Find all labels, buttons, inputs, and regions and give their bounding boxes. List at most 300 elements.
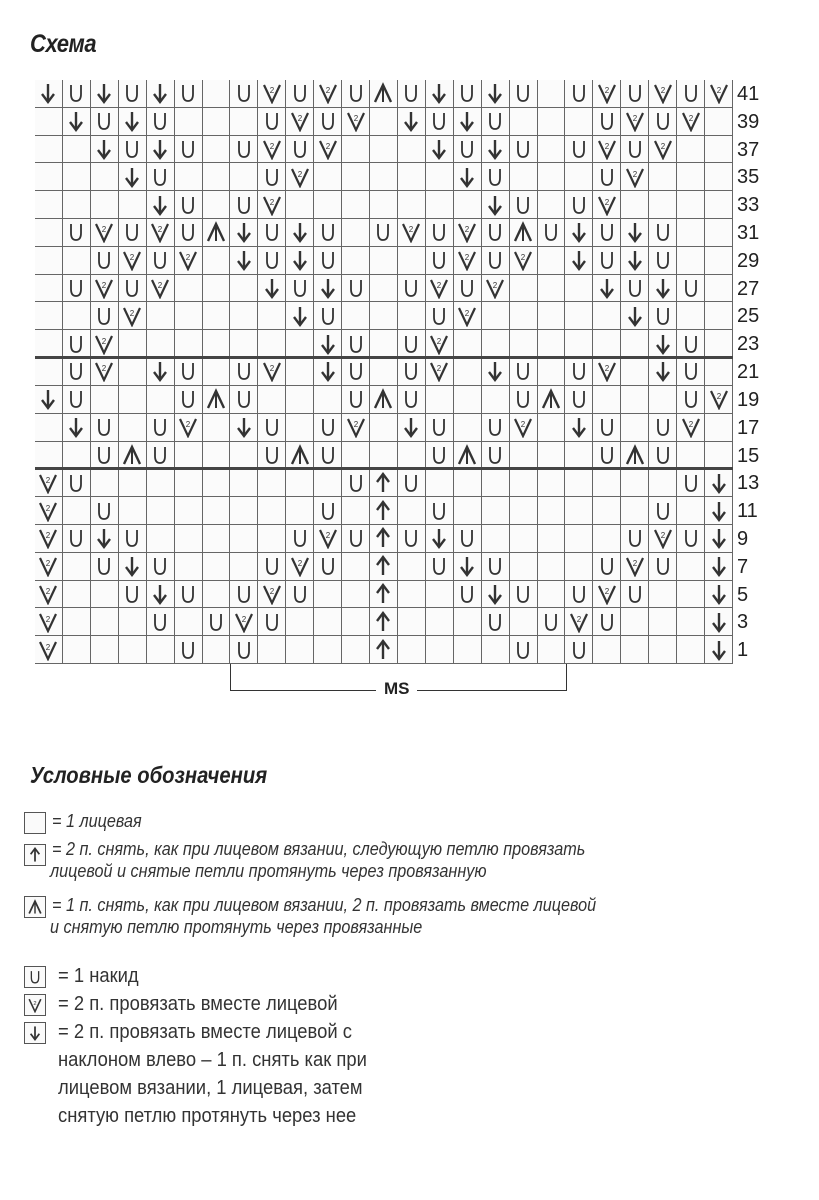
chart-cell-knit	[538, 247, 566, 275]
chart-cell-yarn-over	[565, 636, 593, 664]
chart-cell-yarn-over	[119, 525, 147, 553]
chart-cell-knit	[649, 469, 677, 497]
chart-cell-ssk-left-slant	[314, 358, 342, 386]
chart-cell-k2tog	[398, 219, 426, 247]
chart-cell-knit	[119, 636, 147, 664]
chart-cell-yarn-over	[593, 608, 621, 636]
row-number: 13	[737, 472, 760, 495]
chart-cell-knit	[705, 191, 733, 219]
chart-cell-knit	[398, 608, 426, 636]
chart-cell-yarn-over	[342, 80, 370, 108]
chart-cell-yarn-over	[314, 414, 342, 442]
chart-cell-knit	[119, 469, 147, 497]
svg-text:2: 2	[269, 142, 275, 151]
svg-text:2: 2	[297, 559, 302, 569]
chart-cell-knit	[342, 136, 370, 164]
chart-cell-knit	[510, 108, 538, 136]
chart-cell-knit	[565, 275, 593, 303]
chart-cell-knit	[426, 608, 454, 636]
chart-cell-knit	[314, 163, 342, 191]
chart-cell-knit	[370, 302, 398, 330]
chart-cell-knit	[230, 330, 258, 358]
chart-cell-knit	[426, 636, 454, 664]
chart-cell-knit	[705, 136, 733, 164]
chart-cell-yarn-over	[147, 608, 175, 636]
chart-cell-knit	[175, 442, 203, 470]
chart-cell-ssk-left-slant	[426, 136, 454, 164]
chart-cell-ssk-left-slant	[91, 136, 119, 164]
chart-cell-yarn-over	[593, 108, 621, 136]
row-number: 5	[737, 583, 749, 606]
chart-cell-yarn-over	[175, 386, 203, 414]
chart-cell-yarn-over	[314, 302, 342, 330]
chart-cell-yarn-over	[649, 553, 677, 581]
chart-cell-knit	[119, 191, 147, 219]
chart-cell-yarn-over	[649, 414, 677, 442]
chart-cell-yarn-over	[314, 108, 342, 136]
row-number: 23	[737, 333, 760, 356]
chart-cell-yarn-over	[230, 358, 258, 386]
chart-cell-yarn-over	[454, 525, 482, 553]
chart-cell-yarn-over	[91, 108, 119, 136]
svg-text:2: 2	[632, 169, 637, 179]
chart-cell-yarn-over	[230, 386, 258, 414]
chart-cell-slip1-k2tog-psso	[370, 386, 398, 414]
chart-cell-knit	[482, 302, 510, 330]
chart-cell-knit	[370, 275, 398, 303]
chart-cell-yarn-over	[63, 469, 91, 497]
chart-cell-knit	[203, 442, 231, 470]
chart-title: Схема	[30, 30, 97, 58]
chart-cell-yarn-over	[175, 80, 203, 108]
chart-cell-knit	[370, 358, 398, 386]
svg-text:2: 2	[269, 364, 275, 374]
chart-cell-knit	[314, 636, 342, 664]
chart-cell-ssk-left-slant	[147, 358, 175, 386]
chart-cell-knit	[119, 497, 147, 525]
chart-cell-knit	[510, 163, 538, 191]
chart-cell-yarn-over	[565, 80, 593, 108]
chart-cell-k2tog	[565, 608, 593, 636]
chart-cell-knit	[677, 581, 705, 609]
chart-cell-knit	[370, 330, 398, 358]
chart-cell-yarn-over	[398, 525, 426, 553]
chart-cell-slip1-k2tog-psso	[203, 219, 231, 247]
svg-text:2: 2	[129, 253, 135, 263]
chart-cell-k2tog	[621, 163, 649, 191]
row-number: 17	[737, 416, 760, 439]
chart-cell-knit	[230, 442, 258, 470]
chart-cell-yarn-over	[63, 80, 91, 108]
chart-cell-knit	[203, 191, 231, 219]
chart-cell-yarn-over	[147, 163, 175, 191]
chart-cell-ssk-left-slant	[63, 414, 91, 442]
chart-cell-knit	[510, 553, 538, 581]
chart-cell-knit	[649, 191, 677, 219]
chart-cell-k2tog	[454, 219, 482, 247]
svg-text:2: 2	[46, 559, 51, 569]
chart-cell-yarn-over	[677, 80, 705, 108]
svg-text:2: 2	[185, 253, 191, 263]
chart-cell-knit	[565, 330, 593, 358]
chart-cell-yarn-over	[370, 219, 398, 247]
chart-cell-yarn-over	[426, 497, 454, 525]
chart-cell-ssk-left-slant	[147, 80, 175, 108]
chart-cell-knit	[342, 636, 370, 664]
chart-cell-knit	[593, 386, 621, 414]
chart-cell-knit	[230, 497, 258, 525]
chart-cell-knit	[35, 275, 63, 303]
chart-cell-knit	[538, 330, 566, 358]
chart-cell-ssk-left-slant	[705, 636, 733, 664]
chart-cell-k2tog	[258, 581, 286, 609]
chart-cell-k2tog	[286, 108, 314, 136]
chart-cell-yarn-over	[175, 636, 203, 664]
chart-cell-knit	[230, 525, 258, 553]
chart-cell-ssk-left-slant	[147, 581, 175, 609]
chart-cell-knit	[203, 525, 231, 553]
chart-cell-knit	[175, 108, 203, 136]
chart-cell-knit	[63, 553, 91, 581]
chart-cell-yarn-over	[426, 247, 454, 275]
svg-text:2: 2	[102, 281, 107, 291]
chart-cell-knit	[175, 525, 203, 553]
chart-cell-ssk-left-slant	[314, 330, 342, 358]
svg-text:2: 2	[465, 225, 470, 235]
chart-cell-yarn-over	[147, 414, 175, 442]
svg-text:2: 2	[716, 86, 721, 96]
chart-cell-yarn-over	[538, 608, 566, 636]
svg-text:2: 2	[632, 114, 637, 124]
chart-cell-ssk-left-slant	[398, 414, 426, 442]
chart-cell-knit	[538, 108, 566, 136]
chart-cell-k2tog	[482, 275, 510, 303]
chart-cell-knit	[63, 608, 91, 636]
svg-text:2: 2	[46, 531, 51, 541]
chart-cell-knit	[203, 302, 231, 330]
chart-cell-ssk-left-slant	[565, 414, 593, 442]
chart-cell-k2tog	[649, 136, 677, 164]
chart-cell-yarn-over	[677, 469, 705, 497]
chart-cell-yarn-over	[510, 636, 538, 664]
svg-text:2: 2	[241, 614, 247, 624]
chart-cell-k2tog	[258, 191, 286, 219]
chart-cell-knit	[342, 581, 370, 609]
chart-cell-yarn-over	[482, 608, 510, 636]
svg-text:2: 2	[102, 364, 107, 374]
chart-cell-k2tog	[649, 80, 677, 108]
chart-cell-knit	[649, 608, 677, 636]
chart-cell-knit	[35, 219, 63, 247]
chart-cell-knit	[286, 414, 314, 442]
section-divider	[35, 467, 733, 470]
chart-cell-yarn-over	[565, 581, 593, 609]
chart-cell-slip1-k2tog-psso	[621, 442, 649, 470]
chart-cell-knit	[203, 358, 231, 386]
svg-text:2: 2	[492, 281, 498, 291]
chart-cell-yarn-over	[593, 414, 621, 442]
chart-cell-knit	[538, 553, 566, 581]
chart-cell-yarn-over	[342, 330, 370, 358]
chart-cell-knit	[398, 247, 426, 275]
chart-cell-knit	[370, 442, 398, 470]
chart-cell-k2tog	[705, 386, 733, 414]
svg-text:2: 2	[157, 281, 163, 291]
chart-cell-knit	[286, 497, 314, 525]
chart-cell-knit	[649, 163, 677, 191]
chart-cell-knit	[203, 136, 231, 164]
chart-cell-knit	[538, 80, 566, 108]
chart-cell-yarn-over	[565, 358, 593, 386]
chart-cell-knit	[510, 275, 538, 303]
chart-cell-knit	[286, 608, 314, 636]
chart-cell-knit	[286, 191, 314, 219]
chart-cell-knit	[342, 497, 370, 525]
chart-cell-ssk-left-slant	[482, 80, 510, 108]
svg-text:2: 2	[33, 1001, 37, 1007]
chart-cell-knit	[510, 525, 538, 553]
chart-cell-k2tog	[258, 136, 286, 164]
row-number: 21	[737, 361, 760, 384]
chart-cell-knit	[565, 442, 593, 470]
chart-cell-k2tog	[593, 80, 621, 108]
chart-cell-k2tog	[314, 525, 342, 553]
chart-cell-slip1-k2tog-psso	[454, 442, 482, 470]
chart-cell-knit	[203, 469, 231, 497]
chart-cell-ssk-left-slant	[482, 191, 510, 219]
chart-cell-knit	[175, 163, 203, 191]
row-number: 29	[737, 249, 760, 272]
chart-cell-k2tog	[35, 608, 63, 636]
chart-cell-knit	[538, 636, 566, 664]
chart-cell-knit	[565, 497, 593, 525]
chart-cell-yarn-over	[593, 163, 621, 191]
chart-cell-knit	[342, 191, 370, 219]
chart-cell-yarn-over	[538, 219, 566, 247]
chart-cell-knit	[35, 302, 63, 330]
chart-cell-ssk-left-slant	[119, 163, 147, 191]
chart-cell-knit	[119, 414, 147, 442]
chart-cell-yarn-over	[286, 80, 314, 108]
chart-cell-knit	[565, 525, 593, 553]
chart-cell-knit	[63, 636, 91, 664]
chart-cell-knit	[286, 386, 314, 414]
svg-text:2: 2	[46, 503, 51, 513]
chart-cell-knit	[565, 469, 593, 497]
chart-cell-ssk-left-slant	[398, 108, 426, 136]
svg-text:2: 2	[604, 586, 610, 596]
chart-cell-ssk-left-slant	[230, 247, 258, 275]
k2tog-icon	[24, 994, 46, 1016]
svg-text:2: 2	[325, 531, 330, 541]
svg-text:2: 2	[520, 253, 526, 263]
chart-cell-yarn-over	[426, 219, 454, 247]
knit-icon	[24, 812, 46, 834]
chart-cell-knit	[538, 358, 566, 386]
chart-cell-ssk-left-slant	[286, 219, 314, 247]
chart-cell-yarn-over	[258, 108, 286, 136]
chart-cell-slip1-k2tog-psso	[286, 442, 314, 470]
chart-cell-knit	[705, 163, 733, 191]
double-decrease-icon	[24, 896, 46, 918]
chart-cell-knit	[677, 136, 705, 164]
chart-cell-knit	[593, 469, 621, 497]
chart-cell-knit	[454, 414, 482, 442]
chart-cell-yarn-over	[621, 136, 649, 164]
chart-cell-k2tog	[91, 358, 119, 386]
chart-cell-knit	[398, 136, 426, 164]
chart-cell-knit	[398, 442, 426, 470]
chart-cell-k2tog	[342, 414, 370, 442]
chart-cell-yarn-over	[621, 80, 649, 108]
chart-cell-knit	[175, 302, 203, 330]
chart-cell-yarn-over	[426, 108, 454, 136]
chart-cell-slip1-k2tog-psso	[203, 386, 231, 414]
row-number: 39	[737, 110, 760, 133]
chart-cell-yarn-over	[147, 442, 175, 470]
chart-cell-knit	[342, 553, 370, 581]
chart-cell-yarn-over	[175, 581, 203, 609]
chart-cell-ssk-left-slant	[649, 275, 677, 303]
chart-cell-yarn-over	[482, 247, 510, 275]
chart-cell-knit	[203, 330, 231, 358]
chart-cell-slip2-k1-psso-central	[370, 497, 398, 525]
chart-cell-k2tog	[35, 636, 63, 664]
chart-cell-k2tog	[593, 191, 621, 219]
chart-cell-knit	[454, 330, 482, 358]
chart-cell-yarn-over	[649, 442, 677, 470]
chart-cell-knit	[593, 330, 621, 358]
chart-cell-knit	[147, 302, 175, 330]
chart-cell-yarn-over	[147, 247, 175, 275]
chart-cell-knit	[203, 636, 231, 664]
chart-cell-yarn-over	[677, 330, 705, 358]
chart-cell-knit	[677, 163, 705, 191]
chart-cell-k2tog	[91, 275, 119, 303]
chart-cell-knit	[63, 163, 91, 191]
chart-cell-ssk-left-slant	[649, 330, 677, 358]
chart-cell-k2tog	[342, 108, 370, 136]
svg-text:2: 2	[297, 169, 302, 179]
chart-cell-ssk-left-slant	[482, 581, 510, 609]
chart-cell-yarn-over	[258, 414, 286, 442]
chart-cell-knit	[63, 442, 91, 470]
chart-cell-ssk-left-slant	[91, 525, 119, 553]
chart-cell-yarn-over	[258, 553, 286, 581]
chart-cell-knit	[258, 386, 286, 414]
svg-text:2: 2	[465, 308, 470, 318]
chart-cell-knit	[342, 247, 370, 275]
svg-text:2: 2	[269, 586, 275, 596]
svg-text:2: 2	[185, 420, 191, 430]
chart-cell-yarn-over	[119, 219, 147, 247]
chart-cell-yarn-over	[426, 302, 454, 330]
chart-cell-ssk-left-slant	[454, 553, 482, 581]
svg-text:2: 2	[269, 197, 275, 207]
chart-cell-k2tog	[286, 163, 314, 191]
chart-cell-yarn-over	[398, 469, 426, 497]
chart-cell-k2tog	[426, 330, 454, 358]
chart-cell-knit	[203, 247, 231, 275]
chart-cell-knit	[426, 581, 454, 609]
chart-cell-knit	[258, 497, 286, 525]
chart-cell-yarn-over	[286, 136, 314, 164]
chart-cell-k2tog	[147, 219, 175, 247]
chart-cell-knit	[398, 636, 426, 664]
chart-cell-knit	[35, 358, 63, 386]
chart-cell-knit	[35, 163, 63, 191]
chart-cell-k2tog	[454, 247, 482, 275]
chart-cell-ssk-left-slant	[286, 302, 314, 330]
chart-cell-yarn-over	[91, 553, 119, 581]
chart-cell-yarn-over	[649, 247, 677, 275]
chart-cell-knit	[342, 219, 370, 247]
chart-cell-knit	[286, 330, 314, 358]
chart-cell-yarn-over	[454, 80, 482, 108]
svg-text:2: 2	[660, 531, 665, 541]
chart-cell-knit	[258, 525, 286, 553]
svg-text:2: 2	[437, 336, 442, 346]
chart-cell-knit	[621, 358, 649, 386]
chart-cell-yarn-over	[63, 275, 91, 303]
chart-cell-yarn-over	[314, 553, 342, 581]
chart-cell-knit	[565, 108, 593, 136]
chart-cell-yarn-over	[342, 386, 370, 414]
chart-cell-yarn-over	[649, 302, 677, 330]
svg-text:2: 2	[660, 86, 665, 96]
chart-cell-slip1-k2tog-psso	[538, 386, 566, 414]
chart-cell-yarn-over	[398, 330, 426, 358]
chart-cell-knit	[175, 497, 203, 525]
chart-cell-knit	[203, 80, 231, 108]
chart-cell-knit	[203, 414, 231, 442]
chart-cell-yarn-over	[398, 275, 426, 303]
chart-cell-knit	[91, 608, 119, 636]
chart-cell-knit	[677, 553, 705, 581]
chart-cell-k2tog	[593, 136, 621, 164]
chart-cell-yarn-over	[91, 414, 119, 442]
chart-cell-knit	[454, 469, 482, 497]
chart-cell-k2tog	[119, 247, 147, 275]
svg-text:2: 2	[604, 142, 610, 151]
chart-cell-k2tog	[35, 553, 63, 581]
chart-cell-slip2-k1-psso-central	[370, 553, 398, 581]
chart-cell-knit	[454, 636, 482, 664]
chart-cell-knit	[35, 247, 63, 275]
chart-cell-knit	[286, 636, 314, 664]
chart-cell-knit	[286, 469, 314, 497]
row-number: 31	[737, 222, 760, 245]
chart-cell-ssk-left-slant	[258, 275, 286, 303]
chart-cell-yarn-over	[510, 358, 538, 386]
chart-cell-slip2-k1-psso-central	[370, 581, 398, 609]
chart-cell-ssk-left-slant	[119, 553, 147, 581]
chart-cell-yarn-over	[426, 442, 454, 470]
chart-cell-yarn-over	[649, 219, 677, 247]
svg-text:2: 2	[102, 336, 107, 346]
chart-cell-yarn-over	[258, 608, 286, 636]
chart-cell-ssk-left-slant	[119, 108, 147, 136]
row-number: 9	[737, 527, 749, 550]
legend-title: Условные обозначения	[30, 762, 268, 788]
chart-cell-knit	[203, 163, 231, 191]
chart-cell-knit	[482, 330, 510, 358]
chart-cell-k2tog	[677, 414, 705, 442]
chart-cell-ssk-left-slant	[454, 163, 482, 191]
chart-cell-knit	[370, 247, 398, 275]
chart-cell-yarn-over	[398, 386, 426, 414]
chart-cell-k2tog	[258, 80, 286, 108]
